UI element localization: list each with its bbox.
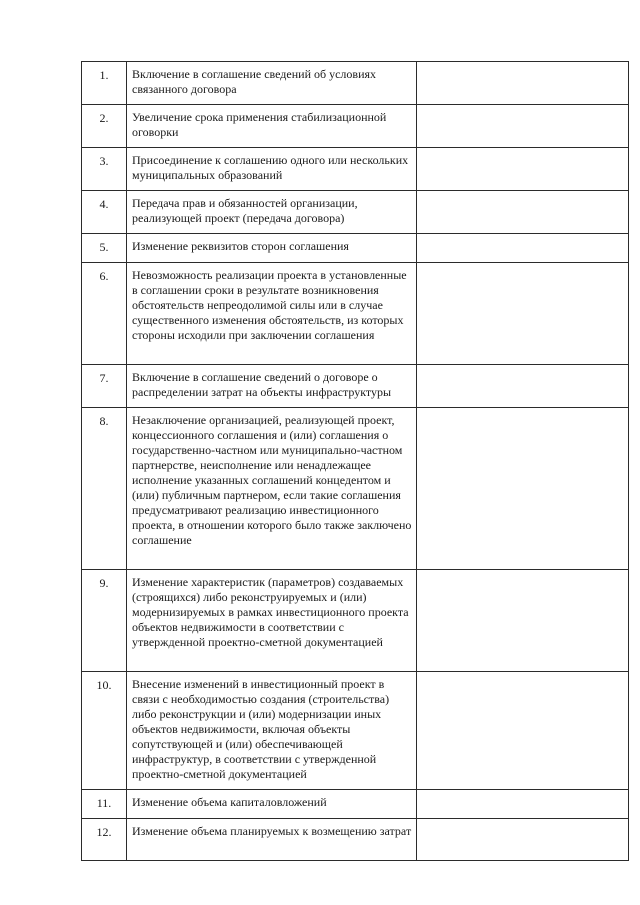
row-text: Изменение характеристик (параметров) создаваемых (строящихся) либо реконструируемых и (или) модернизируемых в рамках инвестиционного проекта объектов недвижимости в соответствии с утвержденной проектно-сметной документацией — [127, 570, 417, 672]
row-value-cell — [417, 408, 629, 570]
grounds-table — [81, 61, 629, 861]
row-text: Невозможность реализации проекта в установленные в соглашении сроки в результате возникновения обстоятельств непреодолимой силы или в случае существенного изменения обстоятельств, из которых стороны исходили при заключении соглашения — [127, 263, 417, 365]
row-value-cell — [417, 263, 629, 365]
row-value-cell — [417, 148, 629, 191]
row-text: Увеличение срока применения стабилизационной оговорки — [127, 105, 417, 148]
table-row — [82, 365, 629, 408]
row-value-cell — [417, 570, 629, 672]
row-value-cell — [417, 672, 629, 790]
row-value-cell — [417, 234, 629, 263]
table-row — [82, 191, 629, 234]
row-number: 11. — [82, 790, 127, 819]
row-text: Внесение изменений в инвестиционный проект в связи с необходимостью создания (строительства) либо реконструкции и (или) модернизации иных объектов недвижимости, включая объекты сопутствующей и (или) обеспечивающей инфраструктур, в соответствии с утвержденной проектно-сметной документацией — [127, 672, 417, 790]
table-row — [82, 234, 629, 263]
row-number: 1. — [82, 62, 127, 105]
row-number: 7. — [82, 365, 127, 408]
row-text: Незаключение организацией, реализующей проект, концессионного соглашения и (или) соглашения о государственно-частном или муниципально-частном партнерстве, неисполнение или ненадлежащее исполнение указанных соглашений концедентом и (или) публичным партнером, если такие соглашения предусматривают реализацию инвестиционного проекта, в отношении которого было также заключено соглашение — [127, 408, 417, 570]
row-text: Изменение объема капиталовложений — [127, 790, 417, 819]
table-row — [82, 672, 629, 790]
table-row — [82, 408, 629, 570]
row-value-cell — [417, 819, 629, 861]
row-text: Изменение реквизитов сторон соглашения — [127, 234, 417, 263]
table-row — [82, 790, 629, 819]
table-row — [82, 819, 629, 861]
row-value-cell — [417, 790, 629, 819]
row-number: 4. — [82, 191, 127, 234]
row-value-cell — [417, 62, 629, 105]
row-text: Изменение объема планируемых к возмещению затрат — [127, 819, 417, 861]
row-number: 5. — [82, 234, 127, 263]
row-text: Включение в соглашение сведений о договоре о распределении затрат на объекты инфраструктуры — [127, 365, 417, 408]
row-value-cell — [417, 191, 629, 234]
row-number: 10. — [82, 672, 127, 790]
table-row — [82, 263, 629, 365]
row-text: Присоединение к соглашению одного или нескольких муниципальных образований — [127, 148, 417, 191]
table-row — [82, 62, 629, 105]
row-number: 12. — [82, 819, 127, 861]
row-value-cell — [417, 365, 629, 408]
table-row — [82, 148, 629, 191]
row-number: 6. — [82, 263, 127, 365]
row-number: 9. — [82, 570, 127, 672]
row-text: Передача прав и обязанностей организации, реализующей проект (передача договора) — [127, 191, 417, 234]
row-value-cell — [417, 105, 629, 148]
row-number: 3. — [82, 148, 127, 191]
row-number: 2. — [82, 105, 127, 148]
row-text: Включение в соглашение сведений об условиях связанного договора — [127, 62, 417, 105]
table-row — [82, 105, 629, 148]
table-row — [82, 570, 629, 672]
row-number: 8. — [82, 408, 127, 570]
